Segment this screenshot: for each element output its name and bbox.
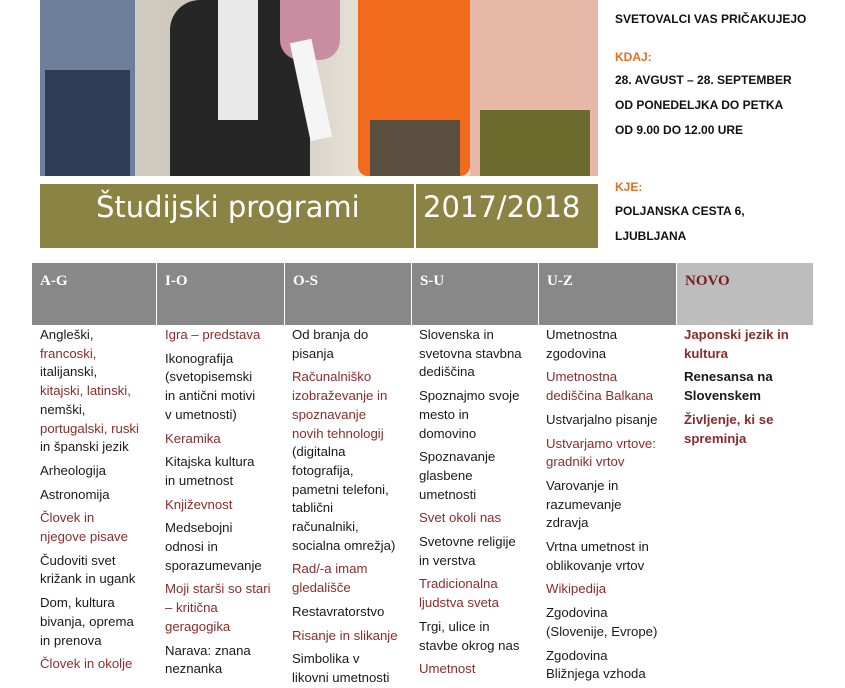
- list-item: odnosi in: [165, 539, 218, 555]
- list-item: kitajski, latinski,: [40, 383, 131, 399]
- when-hours: OD 9.00 DO 12.00 URE: [615, 123, 744, 137]
- list-item: Umetnostna: [546, 369, 618, 385]
- list-item: Keramika: [165, 430, 221, 446]
- list-item: kultura: [684, 345, 728, 361]
- column-novo: [684, 326, 814, 448]
- list-item: Dom, kultura: [40, 595, 115, 611]
- list-item: Renesansa na: [684, 369, 773, 385]
- header-photo: [40, 0, 598, 176]
- list-item: glasbene: [419, 467, 473, 483]
- list-item: Življenje, ki se: [684, 411, 774, 427]
- list-item: zdravja: [546, 515, 589, 531]
- list-item: Trgi, ulice in: [419, 618, 490, 634]
- list-item: Spoznavanje: [419, 449, 496, 465]
- column-header-label: NOVO: [685, 273, 730, 289]
- column-header: [412, 263, 538, 325]
- list-item: pametni telefoni,: [292, 481, 389, 497]
- banner-divider: [414, 184, 416, 248]
- list-item: računalniki,: [292, 519, 359, 535]
- list-item: v umetnosti): [165, 406, 237, 422]
- list-item: Čudoviti svet: [40, 552, 116, 568]
- where-label: KJE:: [615, 180, 643, 194]
- where-city: LJUBLJANA: [615, 229, 687, 243]
- list-item: in verstva: [419, 552, 476, 568]
- list-item: Japonski jezik in: [684, 327, 789, 342]
- list-item: Simbolika v: [292, 651, 360, 667]
- list-item: Ustvarjamo vrtove:: [546, 435, 656, 451]
- list-item: portugalski, ruski: [40, 420, 139, 436]
- list-item: njegove pisave: [40, 529, 128, 545]
- list-item: mesto in: [419, 406, 469, 422]
- list-item: Medsebojni: [165, 520, 233, 536]
- list-item: Umetnost: [419, 661, 476, 677]
- photo-person: [370, 120, 460, 176]
- when-dates: 28. AVGUST – 28. SEPTEMBER: [615, 73, 792, 87]
- list-item: ljudstva sveta: [419, 595, 499, 611]
- list-item: likovni umetnosti: [292, 669, 390, 685]
- list-item: Slovenska in: [419, 327, 494, 342]
- list-item: Zgodovina: [546, 605, 608, 621]
- list-item: tablični: [292, 500, 334, 516]
- list-item: križank in ugank: [40, 571, 136, 587]
- list-item: umetnosti: [419, 486, 477, 502]
- list-item: fotografija,: [292, 462, 354, 478]
- list-item: (digitalna: [292, 444, 346, 460]
- list-item: socialna omrežja): [292, 537, 396, 553]
- list-item: Zgodovina: [546, 647, 608, 663]
- column-i-o: [165, 326, 285, 679]
- list-item: Wikipedija: [546, 581, 607, 597]
- list-item: Vrtna umetnost in: [546, 539, 649, 555]
- list-item: Rad/-a imam: [292, 561, 368, 577]
- list-item: (svetopisemski: [165, 369, 253, 385]
- list-item: dediščina Balkana: [546, 388, 654, 404]
- info-line: SVETOVALCI VAS PRIČAKUJEJO: [615, 12, 807, 26]
- column-header-label: U-Z: [547, 273, 573, 289]
- list-item: geragogika: [165, 618, 231, 634]
- list-item: in prenova: [40, 632, 102, 648]
- list-item: francoski,: [40, 345, 97, 361]
- list-item: gledališče: [292, 580, 351, 596]
- list-item: Angleški,: [40, 327, 94, 342]
- list-item: – kritična: [165, 600, 218, 616]
- list-item: Svet okoli nas: [419, 510, 502, 526]
- column-header-novo: [677, 263, 813, 325]
- list-item: Človek in: [40, 510, 95, 526]
- list-item: spreminja: [684, 430, 747, 446]
- list-item: Igra – predstava: [165, 327, 261, 342]
- when-days: OD PONEDELJKA DO PETKA: [615, 98, 784, 112]
- list-item: sporazumevanje: [165, 557, 262, 573]
- list-item: Od branja do: [292, 327, 369, 342]
- banner-year: 2017/2018: [423, 190, 581, 224]
- column-u-z: [546, 326, 676, 684]
- when-label: KDAJ:: [615, 50, 652, 64]
- list-item: svetovna stavbna: [419, 345, 522, 361]
- column-header-label: I-O: [165, 273, 188, 289]
- list-item: Ikonografija: [165, 350, 234, 366]
- photo-person: [218, 0, 258, 120]
- list-item: (Slovenije, Evrope): [546, 623, 658, 639]
- column-header: [539, 263, 676, 325]
- list-item: Spoznajmo svoje: [419, 388, 520, 404]
- column-o-s: [292, 326, 412, 688]
- list-item: neznanka: [165, 661, 223, 677]
- list-item: novih tehnologij: [292, 425, 384, 441]
- list-item: izobraževanje in: [292, 388, 388, 404]
- list-item: Restavratorstvo: [292, 603, 385, 619]
- list-item: Računalniško: [292, 369, 372, 385]
- list-item: nemški,: [40, 401, 86, 417]
- list-item: Človek in okolje: [40, 656, 133, 672]
- column-header: [285, 263, 411, 325]
- list-item: gradniki vrtov: [546, 454, 625, 470]
- list-item: zgodovina: [546, 345, 607, 361]
- column-header-label: S-U: [420, 273, 445, 289]
- list-item: Narava: znana: [165, 642, 251, 658]
- banner-title: Študijski programi: [96, 190, 360, 224]
- list-item: Bližnjega vzhoda: [546, 666, 646, 682]
- list-item: Astronomija: [40, 486, 110, 502]
- list-item: Tradicionalna: [419, 576, 498, 592]
- list-item: Arheologija: [40, 462, 106, 478]
- column-header-label: O-S: [293, 273, 319, 289]
- column-header: [32, 263, 156, 325]
- list-item: in antični motivi: [165, 388, 256, 404]
- list-item: italijanski,: [40, 364, 98, 380]
- list-item: in umetnost: [165, 472, 234, 488]
- photo-person: [45, 70, 130, 176]
- column-s-u: [419, 326, 539, 679]
- list-item: Svetovne religije: [419, 534, 516, 550]
- list-item: dediščina: [419, 364, 475, 380]
- list-item: Književnost: [165, 496, 233, 512]
- column-a-g: [40, 326, 156, 674]
- list-item: stavbe okrog nas: [419, 637, 520, 653]
- column-header-label: A-G: [40, 273, 68, 289]
- column-header: [157, 263, 284, 325]
- list-item: Varovanje in: [546, 477, 619, 493]
- list-item: Ustvarjalno pisanje: [546, 411, 658, 427]
- list-item: razumevanje: [546, 496, 622, 512]
- list-item: domovino: [419, 425, 477, 441]
- photo-person: [480, 110, 590, 176]
- list-item: Risanje in slikanje: [292, 627, 398, 643]
- list-item: Moji starši so stari: [165, 581, 271, 597]
- list-item: Umetnostna: [546, 327, 618, 342]
- list-item: Kitajska kultura: [165, 454, 255, 470]
- list-item: in španski jezik: [40, 439, 129, 455]
- list-item: Slovenskem: [684, 388, 761, 404]
- where-street: POLJANSKA CESTA 6,: [615, 204, 745, 218]
- program-banner: [40, 184, 598, 248]
- list-item: oblikovanje vrtov: [546, 557, 645, 573]
- list-item: spoznavanje: [292, 406, 367, 422]
- list-item: bivanja, oprema: [40, 613, 134, 629]
- list-item: pisanja: [292, 345, 334, 361]
